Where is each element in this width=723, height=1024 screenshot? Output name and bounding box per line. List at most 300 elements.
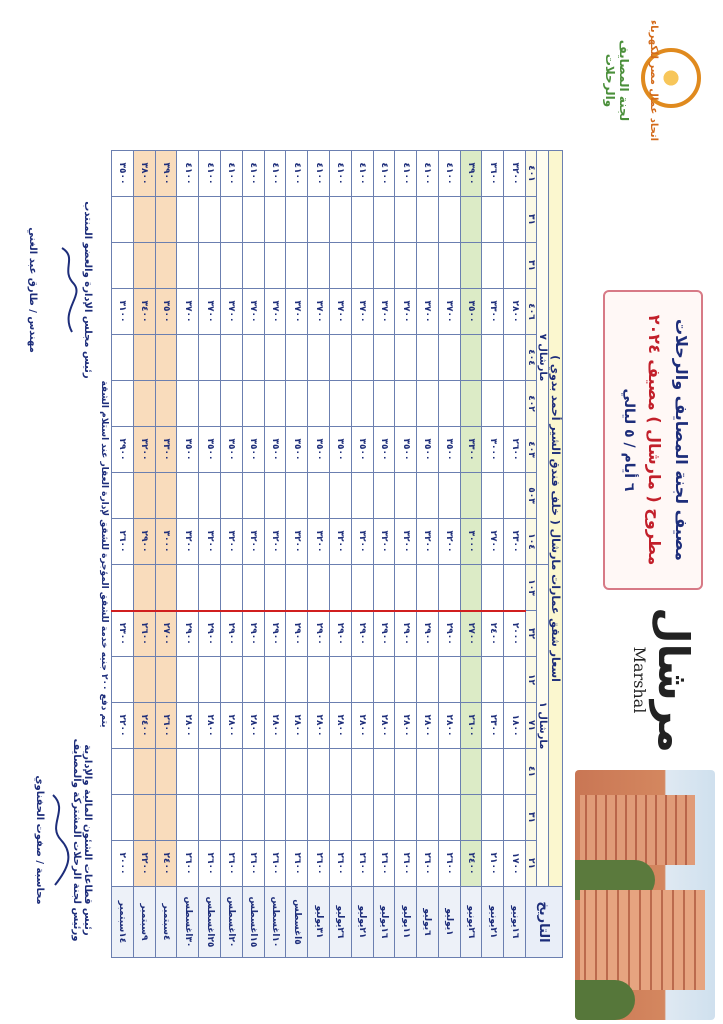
price-cell: ٢٦٠٠ — [417, 841, 439, 887]
price-cell: ٢٣٠٠ — [482, 703, 504, 749]
price-cell — [264, 657, 286, 703]
price-cell — [329, 243, 351, 289]
price-cell: ٢٣٠٠ — [504, 519, 526, 565]
price-cell: ٢٤٠٠ — [133, 703, 155, 749]
price-cell: ٤١٠٠ — [417, 151, 439, 197]
price-cell — [329, 795, 351, 841]
price-cell — [112, 473, 134, 519]
column-header: ٣٢ — [526, 611, 537, 657]
signature-left — [27, 140, 93, 440]
price-cell — [133, 197, 155, 243]
price-cell — [351, 657, 373, 703]
price-cell — [242, 381, 264, 427]
table-row — [460, 151, 482, 958]
price-cell: ٣٢٠٠ — [417, 519, 439, 565]
price-cell — [242, 473, 264, 519]
price-cell: ٣٢٠٠ — [438, 519, 460, 565]
price-cell: ٣٢٠٠ — [286, 519, 308, 565]
table-row — [221, 151, 243, 958]
brand-arabic: مرشال — [649, 607, 698, 753]
price-cell — [242, 335, 264, 381]
price-cell: ٣٣٠٠ — [482, 289, 504, 335]
price-cell: ٣٥٠٠ — [112, 151, 134, 197]
row-date: ١٠اغسطس — [264, 887, 286, 958]
price-cell — [395, 335, 417, 381]
price-cell — [286, 565, 308, 611]
price-cell: ٣٣٠٠ — [155, 427, 177, 473]
price-cell: ٢٨٠٠ — [329, 703, 351, 749]
price-cell — [177, 243, 199, 289]
price-cell — [482, 795, 504, 841]
price-cell — [112, 243, 134, 289]
price-cell — [308, 381, 330, 427]
price-cell: ٣٢٠٠ — [308, 519, 330, 565]
row-date: ١٤سبتمبر — [112, 887, 134, 958]
price-cell: ٢٩٠٠ — [242, 611, 264, 657]
price-cell: ٣٧٠٠ — [221, 289, 243, 335]
price-cell: ٢٦٠٠ — [242, 841, 264, 887]
price-cell — [199, 381, 221, 427]
price-cell — [329, 565, 351, 611]
price-cell — [504, 657, 526, 703]
price-cell — [177, 749, 199, 795]
price-cell — [417, 243, 439, 289]
row-date: ١يوليو — [438, 887, 460, 958]
price-cell — [112, 197, 134, 243]
price-cell — [133, 381, 155, 427]
price-cell — [155, 197, 177, 243]
price-cell: ٤١٠٠ — [177, 151, 199, 197]
price-cell — [329, 749, 351, 795]
price-cell: ٣٥٠٠ — [199, 427, 221, 473]
price-cell — [308, 795, 330, 841]
row-date: ٥اغسطس — [286, 887, 308, 958]
price-cell — [438, 381, 460, 427]
price-cell — [460, 243, 482, 289]
logo-ring-text: اتحاد عمال مصر للكهرباء — [648, 19, 659, 142]
price-cell — [177, 657, 199, 703]
table-row — [177, 151, 199, 958]
price-cell — [199, 197, 221, 243]
table-row — [133, 151, 155, 958]
price-cell — [221, 749, 243, 795]
price-cell — [221, 795, 243, 841]
price-cell: ٣٣٠٠ — [460, 427, 482, 473]
column-header: ٤١ — [526, 749, 537, 795]
price-cell: ٢٦٠٠ — [460, 703, 482, 749]
price-cell — [264, 795, 286, 841]
price-cell: ٣٥٠٠ — [264, 427, 286, 473]
price-cell — [460, 565, 482, 611]
price-cell: ٤١٠٠ — [329, 151, 351, 197]
price-cell — [133, 243, 155, 289]
price-cell — [438, 749, 460, 795]
price-cell: ٣٨٠٠ — [133, 151, 155, 197]
column-header: ٤٠٢ — [526, 381, 537, 427]
price-cell — [504, 473, 526, 519]
price-cell: ٢٤٠٠ — [460, 841, 482, 887]
signature-right-title: رئيس قطاعات الشئون المالية والإدارية — [82, 744, 93, 936]
price-cell — [155, 565, 177, 611]
row-date: ١٥اغسطس — [242, 887, 264, 958]
price-cell: ٢٩٠٠ — [264, 611, 286, 657]
price-cell: ٢٦٠٠ — [438, 841, 460, 887]
price-cell — [286, 657, 308, 703]
price-cell: ٣٠٠٠ — [460, 519, 482, 565]
price-cell — [373, 749, 395, 795]
price-cell: ٣٥٠٠ — [460, 289, 482, 335]
price-cell: ٢٩٠٠ — [177, 611, 199, 657]
price-cell — [286, 749, 308, 795]
price-cell: ٢٦٠٠ — [133, 611, 155, 657]
row-date: ٣٠اغسطس — [177, 887, 199, 958]
price-cell: ٢٤٠٠ — [155, 841, 177, 887]
price-cell — [395, 657, 417, 703]
price-cell: ٢٠٠٠ — [504, 611, 526, 657]
price-cell: ٢٦٠٠ — [155, 703, 177, 749]
price-cell — [395, 197, 417, 243]
price-cell: ٣٥٠٠ — [395, 427, 417, 473]
date-header: التاريخ — [526, 887, 563, 958]
price-cell — [286, 473, 308, 519]
price-cell: ٣٥٠٠ — [351, 427, 373, 473]
row-date: ٢١يونيو — [482, 887, 504, 958]
price-cell — [155, 381, 177, 427]
signature-right-name: محاسبة / صفوت الحفناوي — [34, 775, 45, 905]
price-cell — [329, 473, 351, 519]
price-cell: ٢٦٠٠ — [286, 841, 308, 887]
price-cell — [460, 795, 482, 841]
price-cell — [155, 335, 177, 381]
price-cell — [460, 473, 482, 519]
table-row — [504, 151, 526, 958]
price-cell — [351, 381, 373, 427]
price-cell — [482, 657, 504, 703]
price-cell — [373, 795, 395, 841]
price-cell — [351, 795, 373, 841]
price-cell — [438, 197, 460, 243]
price-cell: ٢٨٠٠ — [308, 703, 330, 749]
building-photo — [575, 770, 715, 1020]
price-cell: ٣٧٠٠ — [177, 289, 199, 335]
row-date: ٩سبتمبر — [133, 887, 155, 958]
table-row — [395, 151, 417, 958]
price-cell: ٤١٠٠ — [395, 151, 417, 197]
price-cell: ٢٦٠٠ — [504, 427, 526, 473]
price-cell — [264, 381, 286, 427]
price-cell — [155, 657, 177, 703]
price-cell — [504, 795, 526, 841]
price-cell — [329, 197, 351, 243]
row-date: ٣١يوليو — [308, 887, 330, 958]
price-cell: ٢٨٠٠ — [417, 703, 439, 749]
price-cell: ٢٨٠٠ — [264, 703, 286, 749]
price-table — [111, 150, 563, 958]
table-row — [242, 151, 264, 958]
price-cell: ٢٨٠٠ — [199, 703, 221, 749]
column-header: ٣١ — [526, 243, 537, 289]
price-cell — [351, 335, 373, 381]
title-line-1: مصيف لجنة المصايف والرحلات — [672, 319, 691, 561]
price-cell: ٣٠٠٠ — [155, 519, 177, 565]
price-cell: ٢٨٠٠ — [242, 703, 264, 749]
column-header: ١٢ — [526, 657, 537, 703]
table-row — [264, 151, 286, 958]
price-cell — [221, 243, 243, 289]
price-cell — [133, 749, 155, 795]
price-cell — [286, 795, 308, 841]
price-cell — [221, 565, 243, 611]
price-cell: ٢٨٠٠ — [351, 703, 373, 749]
price-cell — [199, 335, 221, 381]
price-cell — [199, 749, 221, 795]
price-cell: ٣٢٠٠ — [395, 519, 417, 565]
price-cell — [286, 381, 308, 427]
price-cell — [482, 197, 504, 243]
price-cell: ٣٢٠٠ — [221, 519, 243, 565]
table-row — [155, 151, 177, 958]
price-cell: ٣٠٠٠ — [482, 427, 504, 473]
price-cell: ٢٦٠٠ — [199, 841, 221, 887]
row-date: ٢٦يونيو — [460, 887, 482, 958]
price-cell: ٢٦٠٠ — [112, 519, 134, 565]
table-row — [482, 151, 504, 958]
price-cell: ٢٩٠٠ — [133, 519, 155, 565]
price-cell — [373, 565, 395, 611]
price-cell — [460, 381, 482, 427]
price-cell — [482, 565, 504, 611]
price-cell — [308, 335, 330, 381]
price-cell — [417, 749, 439, 795]
price-cell — [373, 381, 395, 427]
price-cell — [242, 749, 264, 795]
row-date: ١٦يوليو — [373, 887, 395, 958]
price-cell — [112, 381, 134, 427]
price-cell — [112, 657, 134, 703]
price-cell — [199, 795, 221, 841]
price-cell: ٢٦٠٠ — [221, 841, 243, 887]
price-cell — [438, 473, 460, 519]
price-cell — [460, 749, 482, 795]
marshal-logo — [593, 600, 703, 760]
column-header: ٣١ — [526, 197, 537, 243]
price-cell: ٣٥٠٠ — [308, 427, 330, 473]
price-cell — [373, 197, 395, 243]
price-cell: ٢٦٠٠ — [373, 841, 395, 887]
price-cell: ٤١٠٠ — [264, 151, 286, 197]
price-cell: ٢٠٠٠ — [112, 841, 134, 887]
table-row — [286, 151, 308, 958]
price-cell — [417, 795, 439, 841]
column-header: ١٠٣ — [526, 565, 537, 611]
price-cell: ٤١٠٠ — [221, 151, 243, 197]
table-row — [308, 151, 330, 958]
price-cell — [460, 657, 482, 703]
price-cell — [351, 565, 373, 611]
price-cell — [177, 565, 199, 611]
price-cell — [177, 381, 199, 427]
price-cell: ٣٧٠٠ — [417, 289, 439, 335]
price-cell: ٣٧٠٠ — [395, 289, 417, 335]
price-cell: ٣٤٠٠ — [133, 289, 155, 335]
price-cell: ٢٦٠٠ — [395, 841, 417, 887]
building-7-header: مارشال ٧ — [537, 151, 549, 565]
price-cell — [112, 749, 134, 795]
price-cell — [286, 243, 308, 289]
price-cell — [308, 657, 330, 703]
price-cell: ٢٨٠٠ — [438, 703, 460, 749]
table-span-header: اسعار شقق عمارات مارشال ( خلف فندق الشير أحمد بدوي ) — [549, 151, 563, 887]
price-cell: ٤١٠٠ — [373, 151, 395, 197]
price-cell: ٢٩٠٠ — [373, 611, 395, 657]
table-row — [351, 151, 373, 958]
price-cell — [242, 795, 264, 841]
price-cell: ١٧٠٠ — [504, 841, 526, 887]
column-header: ٤٠١ — [526, 151, 537, 197]
price-cell: ٣٥٠٠ — [329, 427, 351, 473]
price-cell — [242, 197, 264, 243]
price-cell — [308, 749, 330, 795]
price-cell: ٣٢٠٠ — [329, 519, 351, 565]
committee-logo — [605, 18, 701, 143]
price-cell: ٤١٠٠ — [438, 151, 460, 197]
table-row — [417, 151, 439, 958]
price-cell — [308, 197, 330, 243]
price-cell: ٢٦٠٠ — [351, 841, 373, 887]
price-cell — [133, 565, 155, 611]
price-cell: ٣٢٠٠ — [373, 519, 395, 565]
price-cell — [155, 473, 177, 519]
row-date: ١٦يونيو — [504, 887, 526, 958]
price-cell: ٣٧٠٠ — [438, 289, 460, 335]
column-header: ٧١ — [526, 703, 537, 749]
price-cell: ٣٧٠٠ — [199, 289, 221, 335]
price-cell — [308, 243, 330, 289]
price-cell: ٢٦٠٠ — [308, 841, 330, 887]
row-date: ٢٠اغسطس — [221, 887, 243, 958]
price-cell: ٢٤٠٠ — [482, 611, 504, 657]
price-cell — [199, 657, 221, 703]
price-cell — [351, 473, 373, 519]
brand-latin: Marshal — [630, 646, 649, 714]
column-header: ٤٠٤ — [526, 335, 537, 381]
price-cell: ٢٨٠٠ — [221, 703, 243, 749]
price-cell — [482, 335, 504, 381]
price-cell — [482, 243, 504, 289]
price-cell: ٢٨٠٠ — [286, 703, 308, 749]
signature-left-title: رئيس مجلس الإدارة والعضو المنتدب — [82, 201, 93, 379]
price-cell — [373, 243, 395, 289]
price-cell — [395, 243, 417, 289]
price-cell: ٢٩٠٠ — [112, 427, 134, 473]
footnote: يتم دفع ٢٠٠ جنيه خدمة للشقق المؤجرة للشقق لإدارة العقار عند استلام الشقة — [99, 380, 109, 728]
price-cell — [286, 335, 308, 381]
price-cell: ٣٢٠٠ — [351, 519, 373, 565]
price-cell: ٣٧٠٠ — [329, 289, 351, 335]
price-cell — [308, 473, 330, 519]
price-cell — [417, 473, 439, 519]
price-cell — [242, 243, 264, 289]
price-cell — [351, 197, 373, 243]
price-cell: ٤١٠٠ — [308, 151, 330, 197]
price-cell: ٢٩٠٠ — [351, 611, 373, 657]
price-cell: ٢٨٠٠ — [504, 289, 526, 335]
signature-left-name: مهندس / طارق عبد الغني — [27, 227, 38, 353]
signature-left-scribble — [56, 140, 82, 440]
price-cell: ٤١٠٠ — [242, 151, 264, 197]
price-cell — [395, 795, 417, 841]
price-cell: ٢٨٠٠ — [395, 703, 417, 749]
row-date: ٢٥اغسطس — [199, 887, 221, 958]
price-cell — [395, 473, 417, 519]
price-cell — [417, 381, 439, 427]
price-cell — [395, 565, 417, 611]
price-cell — [504, 381, 526, 427]
column-header: ٥٠٣ — [526, 473, 537, 519]
price-cell — [351, 749, 373, 795]
price-cell — [242, 657, 264, 703]
price-cell: ٤١٠٠ — [351, 151, 373, 197]
table-row — [199, 151, 221, 958]
price-cell — [155, 243, 177, 289]
price-cell — [460, 197, 482, 243]
title-box — [603, 290, 703, 590]
column-header: ١٠٤ — [526, 519, 537, 565]
price-cell — [504, 749, 526, 795]
price-cell — [329, 657, 351, 703]
price-cell: ٢٦٠٠ — [329, 841, 351, 887]
price-cell — [308, 565, 330, 611]
price-cell: ٢٦٠٠ — [264, 841, 286, 887]
price-cell — [133, 795, 155, 841]
price-cell — [395, 381, 417, 427]
price-cell — [133, 335, 155, 381]
price-cell: ١٨٠٠ — [504, 703, 526, 749]
price-cell: ٣٥٠٠ — [155, 289, 177, 335]
price-cell — [264, 197, 286, 243]
price-cell: ٢٧٠٠ — [155, 611, 177, 657]
signature-right-scribble — [45, 690, 71, 990]
price-cell — [504, 565, 526, 611]
price-cell — [264, 749, 286, 795]
row-date: ٤سبتمبر — [155, 887, 177, 958]
price-cell: ٢٨٠٠ — [177, 703, 199, 749]
signature-right — [34, 690, 93, 990]
price-cell — [395, 749, 417, 795]
price-cell — [482, 381, 504, 427]
column-header-row — [526, 151, 537, 958]
price-cell: ٢٩٠٠ — [286, 611, 308, 657]
row-date: ١١يوليو — [395, 887, 417, 958]
price-cell — [460, 335, 482, 381]
row-date: ٢٦يوليو — [329, 887, 351, 958]
price-cell: ٣٢٠٠ — [177, 519, 199, 565]
price-cell — [221, 335, 243, 381]
price-cell — [199, 473, 221, 519]
price-cell: ٣٢٠٠ — [242, 519, 264, 565]
column-header: ٢١ — [526, 841, 537, 887]
price-cell: ٢٩٠٠ — [199, 611, 221, 657]
price-cell — [264, 473, 286, 519]
price-cell — [504, 197, 526, 243]
price-cell — [417, 197, 439, 243]
price-cell — [221, 197, 243, 243]
signature-right-subtitle: ورئيس لجنة الرحلات المشتركة والمصايف — [71, 738, 82, 942]
price-cell: ٣٥٠٠ — [417, 427, 439, 473]
price-cell — [373, 657, 395, 703]
price-cell: ٢٨٠٠ — [373, 703, 395, 749]
price-cell: ٣٢٠٠ — [264, 519, 286, 565]
